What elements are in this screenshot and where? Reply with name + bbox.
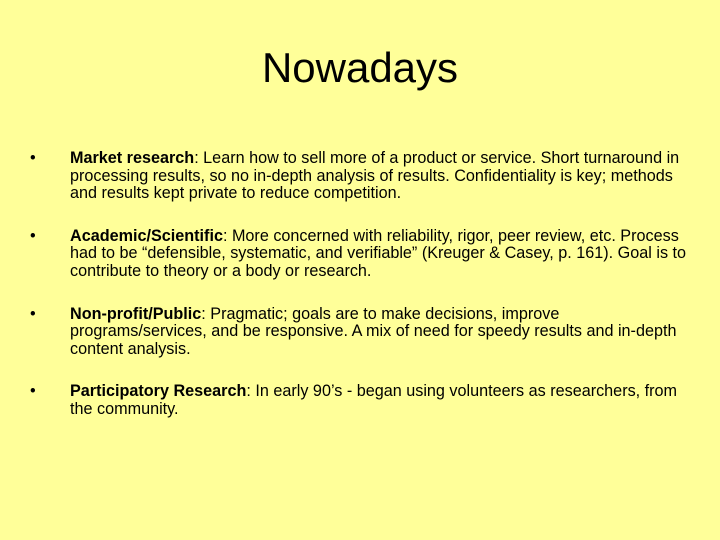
bullet-icon: • — [30, 304, 36, 323]
bullet-term: Market research — [70, 149, 195, 167]
bullet-icon: • — [30, 226, 36, 245]
bullet-list — [30, 150, 690, 444]
bullet-icon: • — [30, 149, 36, 167]
bullet-item-market-research — [30, 150, 690, 203]
bullet-text: : In early 90’s - began using volunteers as researchers, from the community. — [70, 382, 678, 418]
bullet-term: Non-profit/Public — [70, 304, 202, 323]
bullet-text: : Learn how to sell more of a product or service. Short turnaround in processing results, so no in-depth analysis of results. Confidentiality is key; methods and results kept private to reduce competition. — [70, 149, 680, 203]
bullet-icon: • — [30, 382, 36, 401]
bullet-item-non-profit-public — [30, 306, 690, 359]
bullet-term: Academic/Scientific — [70, 226, 223, 245]
bullet-item-academic-scientific — [30, 228, 690, 281]
bullet-item-participatory-research — [30, 383, 690, 418]
bullet-text: : Pragmatic; goals are to make decisions, improve programs/services, and be responsive. A mix of need for speedy results and in-depth content analysis. — [70, 304, 677, 358]
slide-title: Nowadays — [261, 44, 459, 91]
bullet-term: Participatory Research — [70, 382, 247, 401]
bullet-text: : More concerned with reliability, rigor, peer review, etc. Process had to be “defensible, systematic, and verifiable” (Kreuger & Casey, p. 161). Goal is to contribute to theory or a body or research. — [70, 226, 687, 280]
